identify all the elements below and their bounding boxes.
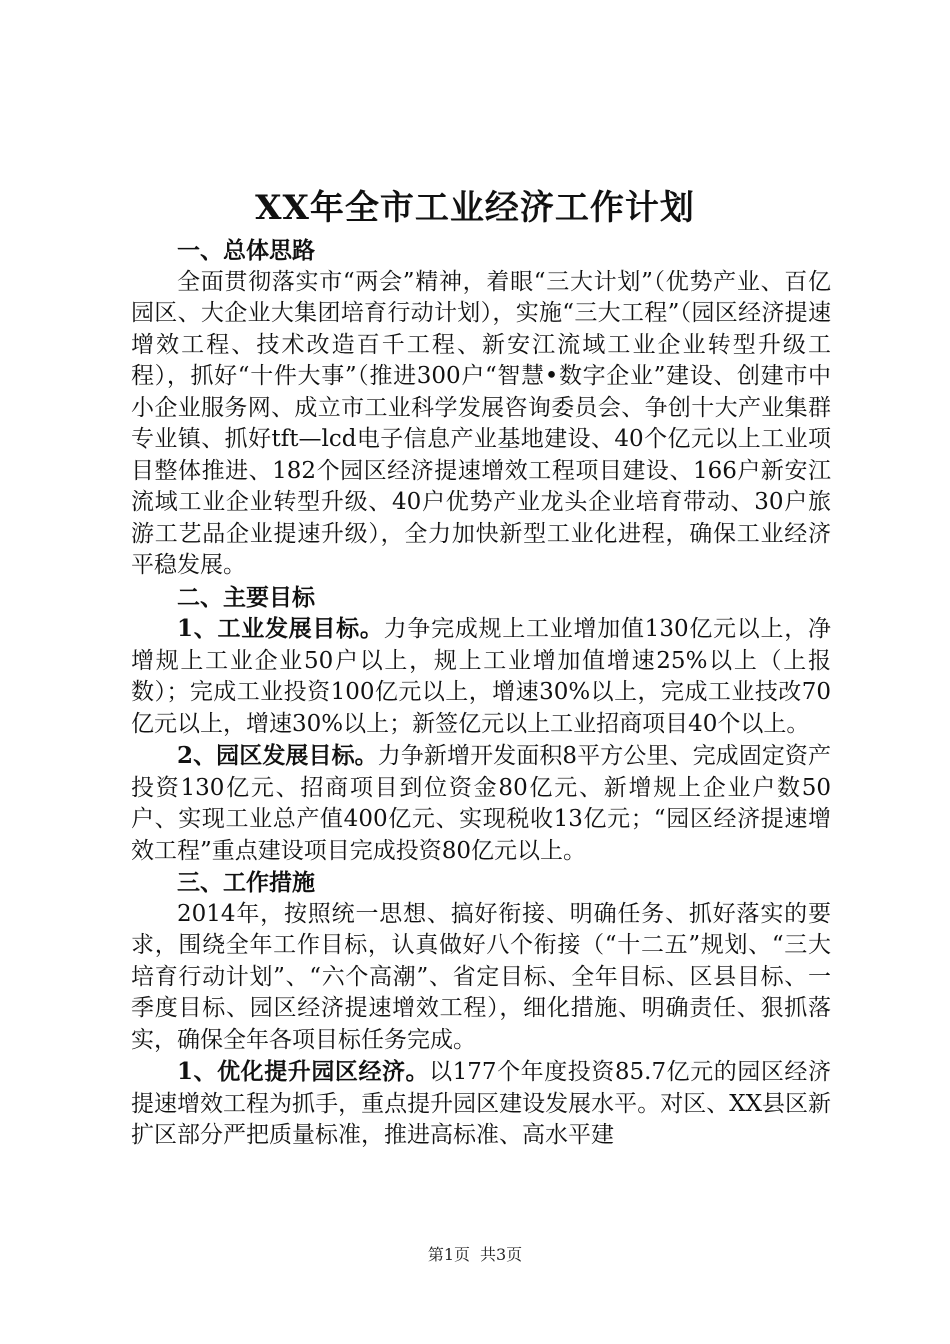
section-heading-work-measures: 三、工作措施 xyxy=(177,869,315,896)
section-paragraph-overall-approach: 全面贯彻落实市“两会”精神，着眼“三大计划”（优势产业、百亿园区、大企业大集团培育行动计划），实施“三大工程”（园区经济提速增效工程、技术改造百千工程、新安江流域工业企业转型升级工程），抓好“十件大事”（推进300户“智慧•数字企业”建设、创建市中小企业服务网、成立市工业科学发展咨询委员会、争创十大产业集群专业镇、抓好tft—lcd电子信息产业基地建设、40个亿元以上工业项目整体推进、182个园区经济提速增效工程项目建设、166户新安江流域工业企业转型升级、40户优势产业龙头企业培育带动、30户旅游工艺品企业提速升级），全力加快新型工业化进程，确保工业经济平稳发展。 xyxy=(131,268,831,578)
section-heading-overall-approach: 一、总体思路 xyxy=(177,237,315,264)
goal-item-park-lead: 2、园区发展目标。 xyxy=(177,742,378,769)
measure-item-park-economy-lead: 1、优化提升园区经济。 xyxy=(177,1058,430,1085)
goal-item-industrial xyxy=(131,613,831,740)
goal-item-industrial-text: 力争完成规上工业增加值130亿元以上，净增规上工业企业50户以上，规上工业增加值增速25%以上（上报数）；完成工业投资100亿元以上，增速30%以上，完成工业技改70亿元以上，增速30%以上；新签亿元以上工业招商项目40个以上。 xyxy=(131,616,831,737)
goal-item-industrial-lead: 1、工业发展目标。 xyxy=(177,615,384,642)
page-number: 第1页 xyxy=(427,1245,470,1264)
page-total: 共3页 xyxy=(480,1245,523,1264)
document-body xyxy=(131,235,831,1152)
document-title: XX年全市工业经济工作计划 xyxy=(255,188,695,228)
measure-item-park-economy-text: 以177个年度投资85.7亿元的园区经济提速增效工程为抓手，重点提升园区建设发展水平。对区、XX县区新扩区部分严把质量标准，推进高标准、高水平建 xyxy=(131,1059,831,1148)
section-paragraph-work-measures: 2014年，按照统一思想、搞好衔接、明确任务、抓好落实的要求，围绕全年工作目标，认真做好八个衔接（“十二五”规划、“三大培育行动计划”、“六个高潮”、省定目标、全年目标、区县目标、一季度目标、园区经济提速增效工程），细化措施、明确责任、狠抓落实，确保全年各项目标任务完成。 xyxy=(131,900,831,1053)
measure-item-park-economy xyxy=(131,1056,831,1152)
goal-item-park xyxy=(131,740,831,867)
goal-item-park-text: 力争新增开发面积8平方公里、完成固定资产投资130亿元、招商项目到位资金80亿元、新增规上企业户数50户、实现工业总产值400亿元、实现税收13亿元；“园区经济提速增效工程”重点建设项目完成投资80亿元以上。 xyxy=(131,743,831,864)
section-heading-main-goals: 二、主要目标 xyxy=(177,583,315,611)
page-footer xyxy=(0,1244,950,1266)
